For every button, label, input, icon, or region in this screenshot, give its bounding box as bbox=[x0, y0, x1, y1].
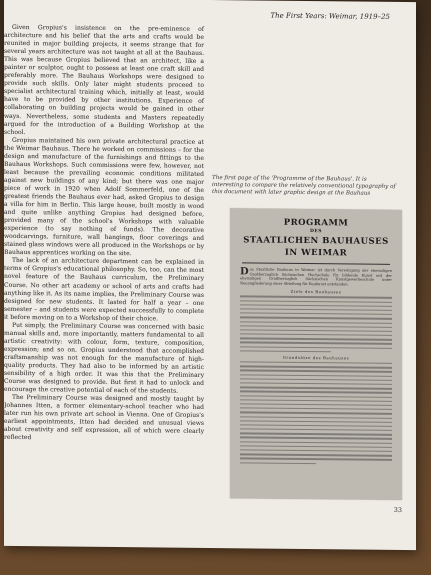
paragraph: Put simply, the Preliminary Course was concerned with basic manual skills and, more importantly, matters fundamental to all artistic creativity: with colour, form, texture, composition, expression; and so on. Gropius understood that accomplished craftsmanship was not enough for the manufacture of high-quality products. They had also to be informed by an artistic sensibility of a high order. It was this that the Preliminary Course was designed to provide. But first it had to unlock and encourage the creative potential of each of the students. bbox=[4, 321, 204, 395]
programme-title-school: STAATLICHEN BAUHAUSES bbox=[243, 235, 389, 247]
book-page bbox=[4, 0, 416, 550]
programme-title-city: IN WEIMAR bbox=[284, 247, 348, 259]
paragraph: Gropius maintained his own private architectural practice at the Weimar Bauhaus. There he worked on commissions – for the design and manufacture of the furnishings and fittings to the Bauhaus Workshops. Such commissions were few, however, not least because the prevailing economic conditions militated against new buildings of any kind; but there was one major piece of work in 1920 when Adolf Sommerfeld, one of the greatest friends the Bauhaus ever had, asked Gropius to design a villa for him in Berlin. This large house, built mostly in wood and quite unlike anything Gropius had designed before, provided many of the school's Workshops with valuable experience (to say nothing of funds). The decorative woodcarvings, furniture, wall hangings, floor coverings and stained glass windows were all produced in the Workshops or by Bauhaus apprentices working on the site. bbox=[4, 136, 204, 258]
page-number: 33 bbox=[393, 505, 402, 515]
paragraph: The lack of an architecture department can be explained in terms of Gropius's educational philosophy. So, too, can the most novel feature of the Bauhaus curriculum, the Preliminary Course. No other art academy or school of arts and crafts had anything like it. As its name implies, the Preliminary Course was designed for new students. It lasted for half a year – one semester – and students were expected successfully to complete it before moving on to a Workshop of their choice. bbox=[4, 257, 204, 323]
programme-text-block bbox=[240, 296, 392, 353]
figure-caption: The first page of the 'Programme of the Bauhaus'. It is interesting to compare the relatively conventional typography of this document with later graphic design at the Bauhaus bbox=[212, 175, 396, 198]
paragraph: The Preliminary Course was designed and mostly taught by Johannes Itten, a former elementary-school teacher who had later run his own private art school in Vienna. One of Gropius's earliest appointments, Itten had decided and unusual views about creativity and self expression, all of which were clearly reflected bbox=[4, 394, 204, 442]
programme-section-principles: Grundsätze des Bauhauses bbox=[282, 354, 350, 361]
programme-document-image bbox=[230, 208, 402, 500]
programme-heading bbox=[230, 217, 402, 259]
running-header: The First Years: Weimar, 1919–25 bbox=[270, 11, 390, 21]
programme-title-des: DES bbox=[309, 229, 323, 235]
divider bbox=[242, 262, 390, 265]
programme-lead: Das Staatliche Bauhaus in Weimar ist durch Vereinigung der ehemaligen Großherzoglich Sächsischen Hochschule für bildende Kunst mit der ehemaligen Großherzoglich Sächsischen Kunstgewerbeschule unter Neuangliederung einer Abteilung für Baukunst entstanden. bbox=[240, 266, 392, 287]
paragraph: Given Gropius's insistence on the pre-eminence of architecture and his belief that the arts and crafts would be reunited in major building projects, it seems strange that for several years architecture was not taught at all at the Bauhaus. This was because Gropius believed that an architect, like a painter or sculptor, ought to possess at least one craft skill and preferably more. The Bauhaus Workshops were designed to provide such skills. Only later might students proceed to specialist architectural training which, initially at least, would have to be provided by other institutions. Experience of collaborating on building projects would be gained in other ways. Nevertheless, some students and Masters repeatedly argued for the introduction of a Building Workshop at the school. bbox=[4, 23, 204, 136]
programme-body bbox=[230, 267, 402, 465]
programme-text-block bbox=[240, 361, 392, 464]
body-text bbox=[4, 24, 204, 445]
programme-title: PROGRAMM bbox=[283, 217, 349, 229]
programme-section-aims: Ziele des Bauhauses bbox=[290, 289, 342, 295]
